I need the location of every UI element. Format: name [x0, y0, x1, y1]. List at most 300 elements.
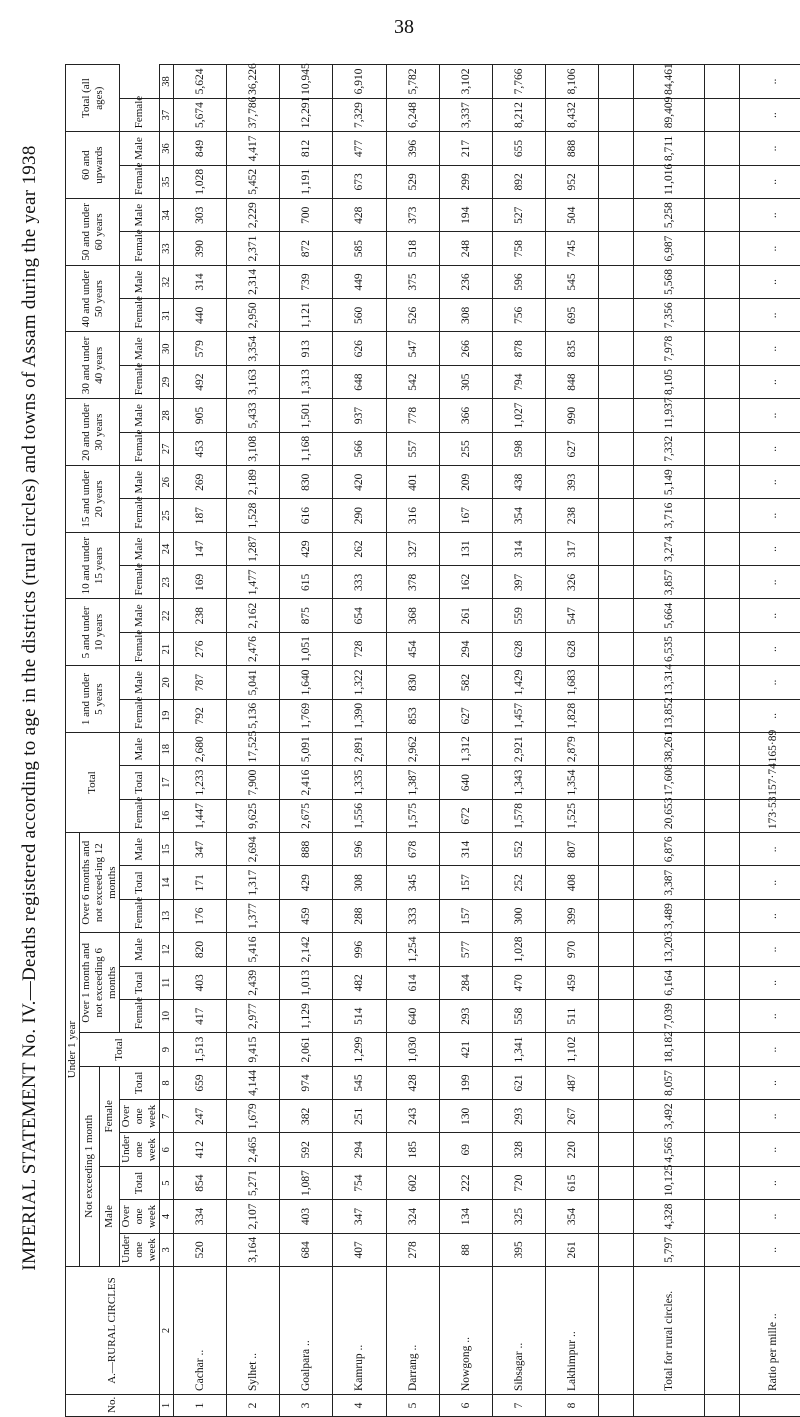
subheader-female-short: Female: [120, 499, 160, 532]
table-cell: 3,489: [633, 899, 705, 932]
table-cell: 459: [280, 899, 333, 932]
table-cell: 3,716: [633, 499, 705, 532]
table-cell: [705, 733, 740, 766]
table-cell: 582: [439, 666, 492, 699]
table-cell: 6,535: [633, 632, 705, 665]
table-cell: [705, 1033, 740, 1066]
table-cell: 13,852: [633, 699, 705, 732]
column-number: 12: [160, 933, 174, 966]
table-cell: 1,477: [227, 566, 280, 599]
table-cell: 303: [174, 199, 227, 232]
row-label: Lakhimpur ..: [545, 1267, 598, 1395]
table-cell: 2,950: [227, 299, 280, 332]
table-cell: [705, 1166, 740, 1199]
deaths-table: [65, 64, 800, 1417]
table-cell: [599, 332, 634, 365]
table-cell: 1,028: [492, 933, 545, 966]
table-cell: 1,102: [545, 1033, 598, 1066]
table-cell: 325: [492, 1200, 545, 1233]
header-15-to-20: 15 and under 20 years: [66, 466, 120, 533]
table-cell: 875: [280, 599, 333, 632]
table-cell: [599, 566, 634, 599]
table-row: [174, 65, 227, 1417]
table-cell: 504: [545, 199, 598, 232]
subheader-male-short: Male: [120, 733, 160, 766]
subheader-male-short: Male: [120, 599, 160, 632]
column-number: 16: [160, 799, 174, 832]
table-cell: 579: [174, 332, 227, 365]
table-cell: 640: [386, 1000, 439, 1033]
table-cell: 397: [492, 566, 545, 599]
table-cell: 996: [333, 933, 386, 966]
statement-title-text: IMPERIAL STATEMENT No. IV.—Deaths registered according to age in the districts (rural circles) and towns of Assam during the year 1938: [19, 145, 40, 1271]
table-cell: 299: [439, 165, 492, 198]
table-cell: 547: [386, 332, 439, 365]
table-cell: 853: [386, 699, 439, 732]
row-number: 4: [333, 1395, 386, 1417]
table-cell: 621: [492, 1066, 545, 1099]
table-cell: 5,271: [227, 1166, 280, 1199]
header-1-to-5: 1 and under 5 years: [66, 666, 120, 733]
row-label: Nowgong ..: [439, 1267, 492, 1395]
table-cell: 3,354: [227, 332, 280, 365]
table-cell: 1,013: [280, 966, 333, 999]
table-cell: 261: [545, 1233, 598, 1266]
table-cell: 1,313: [280, 365, 333, 398]
table-cell: 278: [386, 1233, 439, 1266]
table-cell: 1,354: [545, 766, 598, 799]
table-cell: 542: [386, 365, 439, 398]
table-cell: 345: [386, 866, 439, 899]
subheader-female-short: Female: [120, 232, 160, 265]
table-cell: ..: [739, 933, 800, 966]
column-number: 28: [160, 399, 174, 432]
table-cell: 401: [386, 466, 439, 499]
table-row: [227, 65, 280, 1417]
table-cell: 328: [492, 1133, 545, 1166]
table-cell: [599, 833, 634, 866]
table-cell: 7,900: [227, 766, 280, 799]
table-cell: 238: [545, 499, 598, 532]
table-cell: 559: [492, 599, 545, 632]
table-cell: 17,525: [227, 733, 280, 766]
table-cell: 157: [439, 866, 492, 899]
table-cell: [599, 1166, 634, 1199]
row-number: 3: [280, 1395, 333, 1417]
table-cell: [599, 966, 634, 999]
subheader-total: Total: [120, 866, 160, 899]
table-cell: 6,248: [386, 98, 439, 131]
table-cell: [705, 899, 740, 932]
table-cell: ..: [739, 332, 800, 365]
table-cell: 1,168: [280, 432, 333, 465]
table-cell: 334: [174, 1200, 227, 1233]
table-cell: 368: [386, 599, 439, 632]
table-cell: 778: [386, 399, 439, 432]
table-cell: 566: [333, 432, 386, 465]
column-number: 18: [160, 733, 174, 766]
header-no: No.: [66, 1395, 160, 1417]
table-cell: 5,797: [633, 1233, 705, 1266]
table-cell: 317: [545, 532, 598, 565]
table-cell: 812: [280, 132, 333, 165]
header-male-group: Male: [100, 1166, 120, 1266]
table-cell: 1,299: [333, 1033, 386, 1066]
table-cell: 2,189: [227, 466, 280, 499]
table-cell: 7,356: [633, 299, 705, 332]
table-cell: 262: [333, 532, 386, 565]
table-cell: 547: [545, 599, 598, 632]
table-cell: 1,051: [280, 632, 333, 665]
column-number: 34: [160, 199, 174, 232]
table-cell: 251: [333, 1100, 386, 1133]
table-cell: 3,337: [439, 98, 492, 131]
table-cell: 248: [439, 232, 492, 265]
table-cell: [599, 1000, 634, 1033]
table-cell: 412: [174, 1133, 227, 1166]
table-cell: 545: [333, 1066, 386, 1099]
table-cell: 700: [280, 199, 333, 232]
table-cell: 807: [545, 833, 598, 866]
table-cell: 5,416: [227, 933, 280, 966]
table-cell: 20,653: [633, 799, 705, 832]
header-50-to-60: 50 and under 60 years: [66, 199, 120, 266]
table-cell: [705, 532, 740, 565]
table-cell: ..: [739, 599, 800, 632]
table-cell: 378: [386, 566, 439, 599]
table-cell: 794: [492, 365, 545, 398]
table-cell: 428: [333, 199, 386, 232]
subheader-total: Total: [120, 1066, 160, 1099]
table-cell: 314: [439, 833, 492, 866]
subheader-female-short: Female: [120, 432, 160, 465]
table-cell: [705, 1066, 740, 1099]
table-cell: 3,163: [227, 365, 280, 398]
table-cell: 1,121: [280, 299, 333, 332]
table-cell: 5,782: [386, 65, 439, 99]
table-cell: 7,766: [492, 65, 545, 99]
table-cell: 511: [545, 1000, 598, 1033]
table-cell: 1,191: [280, 165, 333, 198]
table-cell: 8,212: [492, 98, 545, 131]
table-cell: [599, 232, 634, 265]
table-cell: 403: [280, 1200, 333, 1233]
table-cell: 2,977: [227, 1000, 280, 1033]
table-cell: [705, 766, 740, 799]
table-cell: 308: [333, 866, 386, 899]
header-5-to-10: 5 and under 10 years: [66, 599, 120, 666]
table-cell: 316: [386, 499, 439, 532]
table-cell: ..: [739, 566, 800, 599]
table-cell: 560: [333, 299, 386, 332]
table-cell: 7,329: [333, 98, 386, 131]
table-cell: [599, 132, 634, 165]
row-label: Total for rural circles.: [633, 1267, 705, 1395]
table-cell: 131: [439, 532, 492, 565]
table-cell: ..: [739, 1133, 800, 1166]
table-cell: 614: [386, 966, 439, 999]
table-cell: 1,254: [386, 933, 439, 966]
table-row: [439, 65, 492, 1417]
table-cell: 756: [492, 299, 545, 332]
table-cell: [599, 1100, 634, 1133]
table-cell: 952: [545, 165, 598, 198]
table-cell: [599, 766, 634, 799]
table-cell: 598: [492, 432, 545, 465]
table-cell: 514: [333, 1000, 386, 1033]
subheader-male-short: Male: [120, 666, 160, 699]
header-60-upwards: 60 and upwards: [66, 132, 120, 199]
table-cell: 9,625: [227, 799, 280, 832]
table-cell: 288: [333, 899, 386, 932]
table-cell: 2,465: [227, 1133, 280, 1166]
table-cell: 654: [333, 599, 386, 632]
table-cell: 2,371: [227, 232, 280, 265]
table-cell: [599, 632, 634, 665]
table-cell: ..: [739, 1033, 800, 1066]
table-cell: ..: [739, 65, 800, 99]
table-cell: 217: [439, 132, 492, 165]
table-cell: 527: [492, 199, 545, 232]
table-cell: [705, 232, 740, 265]
subheader-male-short: Male: [120, 332, 160, 365]
table-container: [65, 64, 795, 1417]
row-label: Kamrup ..: [333, 1267, 386, 1395]
table-cell: 1,828: [545, 699, 598, 732]
table-cell: 308: [439, 299, 492, 332]
table-cell: 261: [439, 599, 492, 632]
table-cell: 1,556: [333, 799, 386, 832]
row-number: [739, 1395, 800, 1417]
table-cell: [705, 132, 740, 165]
table-cell: 417: [174, 1000, 227, 1033]
table-cell: 347: [333, 1200, 386, 1233]
table-cell: 38,261: [633, 733, 705, 766]
table-header: [66, 65, 174, 1417]
column-number: 36: [160, 132, 174, 165]
table-cell: 477: [333, 132, 386, 165]
subheader-male-short: Male: [120, 833, 160, 866]
table-cell: ..: [739, 1233, 800, 1266]
table-row: [599, 65, 634, 1417]
table-cell: 395: [492, 1233, 545, 1266]
table-cell: ..: [739, 365, 800, 398]
table-cell: 134: [439, 1200, 492, 1233]
column-number: 3: [160, 1233, 174, 1266]
table-cell: [705, 65, 740, 99]
row-number: 8: [545, 1395, 598, 1417]
table-cell: [705, 466, 740, 499]
statement-title: [0, 0, 60, 1417]
table-cell: 2,921: [492, 733, 545, 766]
column-number: 30: [160, 332, 174, 365]
table-cell: 655: [492, 132, 545, 165]
table-cell: 673: [333, 165, 386, 198]
subheader-male-short: Male: [120, 933, 160, 966]
table-cell: 6,164: [633, 966, 705, 999]
table-cell: 1,769: [280, 699, 333, 732]
table-cell: 1,457: [492, 699, 545, 732]
table-cell: 185: [386, 1133, 439, 1166]
table-cell: 577: [439, 933, 492, 966]
table-cell: 187: [174, 499, 227, 532]
subheader-over-one-week: Over one week: [120, 1200, 160, 1233]
table-cell: 3,492: [633, 1100, 705, 1133]
column-number: 11: [160, 966, 174, 999]
row-number: [599, 1395, 634, 1417]
table-cell: 849: [174, 132, 227, 165]
table-cell: [705, 866, 740, 899]
table-cell: 354: [492, 499, 545, 532]
table-cell: [599, 699, 634, 732]
row-label: Goalpara ..: [280, 1267, 333, 1395]
header-female-group: Female: [100, 1066, 120, 1166]
table-cell: [599, 65, 634, 99]
table-cell: 2,476: [227, 632, 280, 665]
row-number: 5: [386, 1395, 439, 1417]
table-cell: 1,683: [545, 666, 598, 699]
table-cell: 266: [439, 332, 492, 365]
table-cell: 1,087: [280, 1166, 333, 1199]
table-cell: 84,461: [633, 65, 705, 99]
table-cell: 366: [439, 399, 492, 432]
table-cell: [599, 1233, 634, 1266]
table-cell: 888: [280, 833, 333, 866]
column-number: 7: [160, 1100, 174, 1133]
table-cell: [599, 1133, 634, 1166]
table-cell: 487: [545, 1066, 598, 1099]
table-cell: 728: [333, 632, 386, 665]
table-cell: 1,287: [227, 532, 280, 565]
table-cell: 327: [386, 532, 439, 565]
table-cell: 720: [492, 1166, 545, 1199]
table-cell: 792: [174, 699, 227, 732]
table-cell: 1,501: [280, 399, 333, 432]
table-cell: [599, 432, 634, 465]
table-cell: 267: [545, 1100, 598, 1133]
header-40-to-50: 40 and under 50 years: [66, 265, 120, 332]
column-number: 31: [160, 299, 174, 332]
subheader-male-short: Male: [120, 532, 160, 565]
table-cell: 5,568: [633, 265, 705, 298]
table-cell: 4,417: [227, 132, 280, 165]
table-cell: 1,575: [386, 799, 439, 832]
table-cell: 626: [333, 332, 386, 365]
table-cell: 5,041: [227, 666, 280, 699]
table-cell: 974: [280, 1066, 333, 1099]
table-cell: 5,664: [633, 599, 705, 632]
table-cell: [705, 666, 740, 699]
table-cell: 17,608: [633, 766, 705, 799]
table-cell: 892: [492, 165, 545, 198]
table-cell: 3,387: [633, 866, 705, 899]
table-cell: 6,876: [633, 833, 705, 866]
table-cell: 5,136: [227, 699, 280, 732]
subheader-male-short: Male: [120, 199, 160, 232]
table-cell: 382: [280, 1100, 333, 1133]
table-cell: 194: [439, 199, 492, 232]
table-cell: 238: [174, 599, 227, 632]
subheader-male-short: Male: [120, 399, 160, 432]
table-cell: 558: [492, 1000, 545, 1033]
table-cell: 2,675: [280, 799, 333, 832]
table-cell: 648: [333, 365, 386, 398]
table-cell: [705, 599, 740, 632]
table-cell: 1,513: [174, 1033, 227, 1066]
table-cell: 878: [492, 332, 545, 365]
table-cell: 905: [174, 399, 227, 432]
table-cell: 529: [386, 165, 439, 198]
subheader-total: Total: [120, 966, 160, 999]
table-cell: [599, 299, 634, 332]
table-cell: 596: [492, 265, 545, 298]
table-cell: 9,415: [227, 1033, 280, 1066]
column-number: 8: [160, 1066, 174, 1099]
table-cell: 913: [280, 332, 333, 365]
header-over-1-month: Over 1 month and not exceeding 6 months: [80, 933, 120, 1033]
table-cell: [705, 1100, 740, 1133]
table-cell: 222: [439, 1166, 492, 1199]
table-cell: 347: [174, 833, 227, 866]
table-cell: 2,107: [227, 1200, 280, 1233]
subheader-female-short: Female: [120, 165, 160, 198]
table-cell: ..: [739, 899, 800, 932]
table-cell: ..: [739, 632, 800, 665]
table-cell: 169: [174, 566, 227, 599]
table-cell: [599, 799, 634, 832]
table-cell: 1,322: [333, 666, 386, 699]
column-number: 13: [160, 899, 174, 932]
table-cell: 326: [545, 566, 598, 599]
table-cell: ..: [739, 1100, 800, 1133]
table-cell: 157·74: [739, 766, 800, 799]
row-number: 1: [174, 1395, 227, 1417]
table-cell: 3,274: [633, 532, 705, 565]
subheader-female-short: Female: [120, 899, 160, 932]
table-cell: 3,164: [227, 1233, 280, 1266]
table-cell: 421: [439, 1033, 492, 1066]
table-cell: 8,711: [633, 132, 705, 165]
column-number: 27: [160, 432, 174, 465]
table-cell: 678: [386, 833, 439, 866]
table-cell: 236: [439, 265, 492, 298]
table-cell: 628: [492, 632, 545, 665]
table-cell: 459: [545, 966, 598, 999]
table-cell: 695: [545, 299, 598, 332]
table-cell: [599, 265, 634, 298]
table-cell: 408: [545, 866, 598, 899]
table-cell: 1,341: [492, 1033, 545, 1066]
table-cell: 5,674: [174, 98, 227, 131]
table-cell: ..: [739, 532, 800, 565]
table-cell: 545: [545, 265, 598, 298]
table-row: [386, 65, 439, 1417]
table-cell: 294: [333, 1133, 386, 1166]
table-cell: 2,162: [227, 599, 280, 632]
table-cell: 835: [545, 332, 598, 365]
page-number: 38: [394, 16, 414, 38]
subheader-female-short: Female: [120, 632, 160, 665]
table-cell: 429: [280, 532, 333, 565]
table-cell: 970: [545, 933, 598, 966]
table-cell: 89,409: [633, 98, 705, 131]
table-cell: 758: [492, 232, 545, 265]
header-over-6-months: Over 6 months and not exceed-ing 12 months: [80, 833, 120, 933]
table-cell: [705, 399, 740, 432]
table-cell: 147: [174, 532, 227, 565]
table-cell: 1,377: [227, 899, 280, 932]
table-cell: [705, 365, 740, 398]
